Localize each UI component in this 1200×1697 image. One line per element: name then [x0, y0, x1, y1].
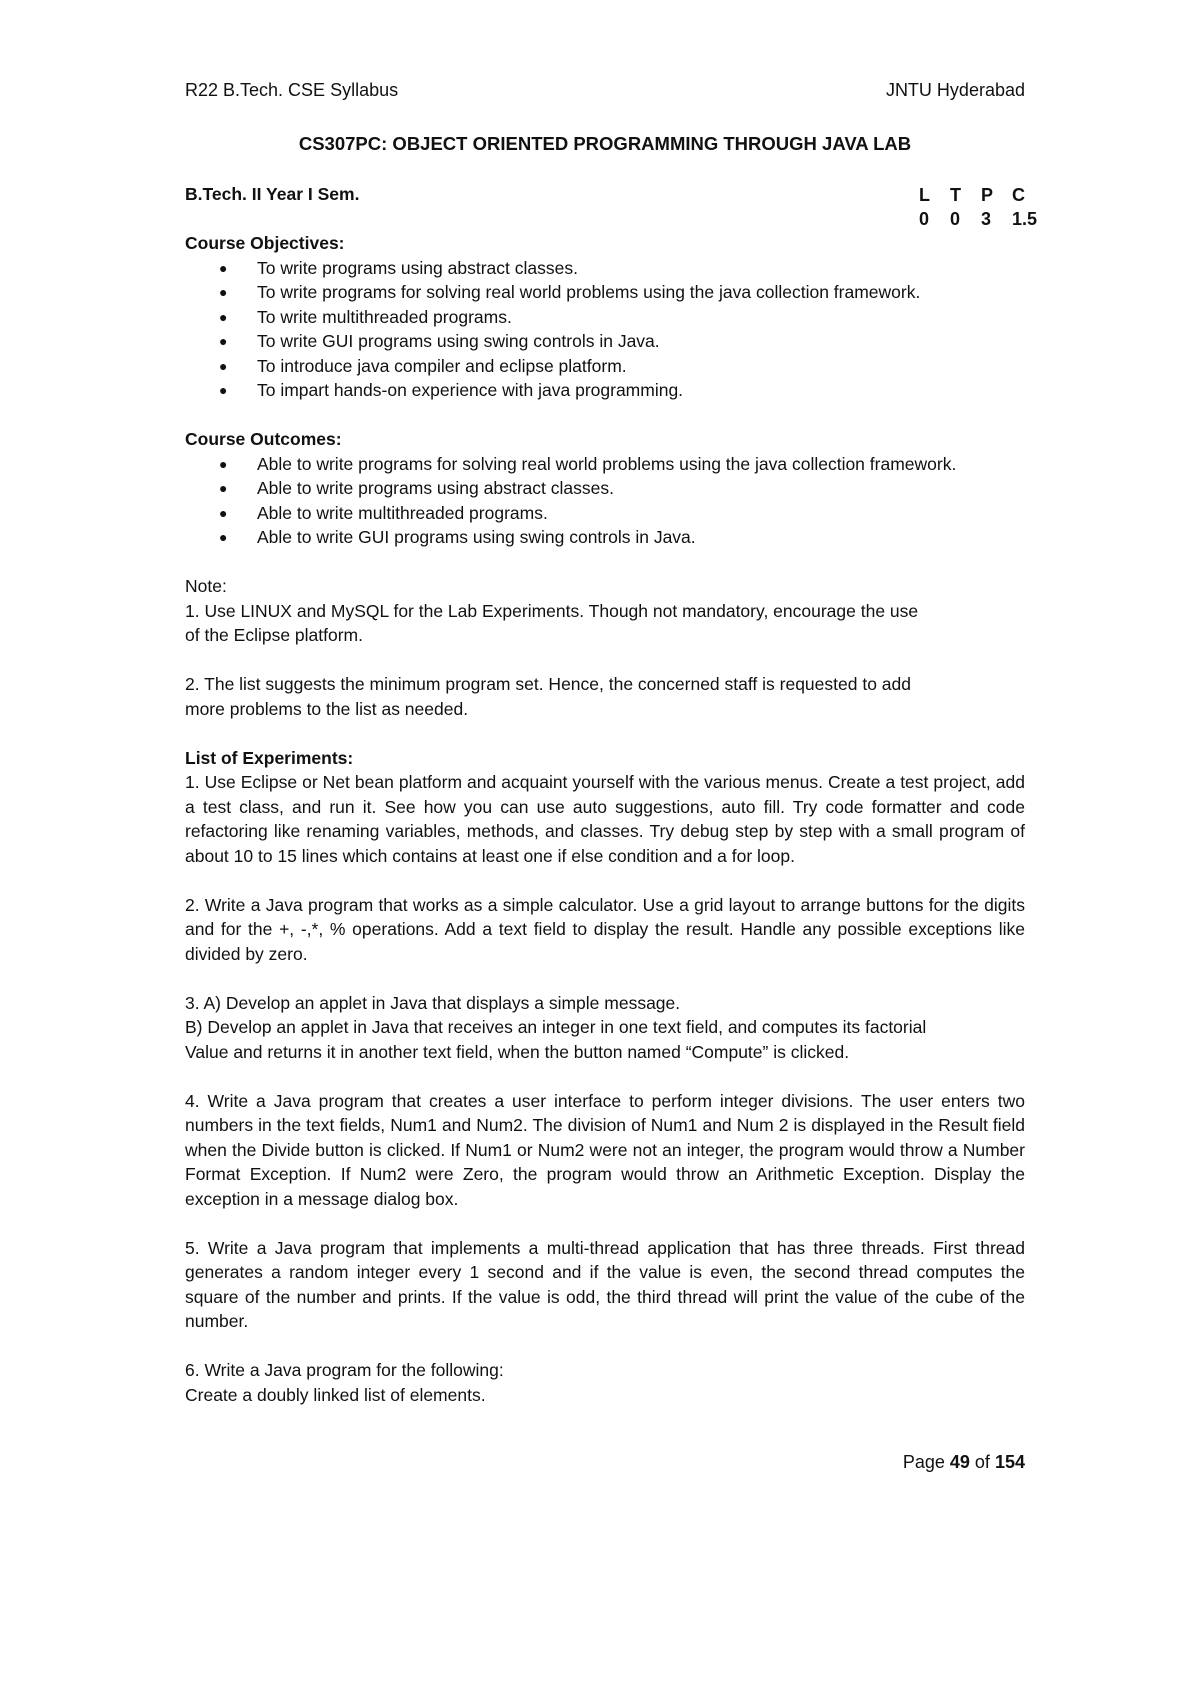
list-item: ● To impart hands-on experience with java programming. — [185, 378, 1025, 403]
header-right: JNTU Hyderabad — [885, 80, 1025, 100]
header-left: R22 B.Tech. CSE Syllabus — [185, 80, 399, 100]
experiment-3b-line-2: Value and returns it in another text field, when the button named “Compute” is clicked. — [185, 1041, 850, 1062]
note-item-1-line-1: 1. Use LINUX and MySQL for the Lab Experiments. Though not mandatory, encourage the use — [185, 600, 919, 621]
ltpc-label-p: P — [981, 184, 994, 205]
page-number — [903, 1452, 1025, 1473]
document-body — [185, 182, 1025, 1407]
list-item: ● To write programs for solving real world problems using the java collection framework. — [185, 280, 1025, 305]
list-item: ● To write multithreaded programs. — [185, 305, 1025, 330]
bullet-icon: ● — [219, 382, 228, 398]
experiment-5: 5. Write a Java program that implements a multi-thread application that has three threads. First thread generates a random integer every 1 second and if the value is even, the second thread computes the square of the number and prints. If the value is odd, the third thread will print the value of the cube of the number. — [185, 1237, 1025, 1331]
list-item: ● Able to write multithreaded programs. — [185, 501, 1025, 526]
course-title: CS307PC: OBJECT ORIENTED PROGRAMMING THROUGH JAVA LAB — [298, 133, 912, 154]
ltpc-value-l: 0 — [919, 208, 930, 229]
bullet-icon: ● — [219, 333, 228, 349]
page-prefix: Page — [902, 1452, 945, 1472]
bullet-icon: ● — [219, 308, 228, 325]
list-item: ● Able to write GUI programs using swing controls in Java. — [185, 525, 1025, 550]
experiment-6-line-1: 6. Write a Java program for the following: — [185, 1360, 504, 1380]
experiments-heading: List of Experiments: — [185, 747, 354, 768]
list-item: ● To introduce java compiler and eclipse platform. — [185, 354, 1025, 379]
experiment-4: 4. Write a Java program that creates a user interface to perform integer divisions. The user enters two numbers in the text fields, Num1 and Num2. The division of Num1 and Num 2 is displayed in the Result field when the Divide button is clicked. If Num1 or Num2 were not an integer, the program would throw a Number Format Exception. If Num2 were Zero, the program would throw an Arithmetic Exception. Display the exception in a message dialog box. — [185, 1090, 1025, 1209]
semester-label: B.Tech. II Year I Sem. — [185, 184, 360, 204]
note-heading: Note: — [185, 576, 227, 596]
list-item: ● Able to write programs using abstract classes. — [185, 476, 1025, 501]
experiment-2: 2. Write a Java program that works as a simple calculator. Use a grid layout to arrange buttons for the digits and for the +, -,*, % operations. Add a text field to display the result. Handle any possible exceptions like divided by zero. — [185, 894, 1025, 964]
document-page — [185, 0, 1038, 1697]
ltpc-value-c: 1.5 — [1012, 208, 1038, 229]
bullet-icon: ● — [219, 284, 228, 300]
list-item: ● To write programs using abstract classes. — [185, 256, 1025, 281]
note-item-1-line-2: of the Eclipse platform. — [185, 625, 363, 645]
ltpc-value-p: 3 — [981, 208, 992, 229]
bullet-icon: ● — [219, 529, 228, 545]
page-of: of — [974, 1452, 990, 1472]
experiment-3b-line-1: B) Develop an applet in Java that receives an integer in one text field, and computes its factorial — [185, 1017, 927, 1037]
ltpc-label-l: L — [919, 184, 930, 205]
page-current: 49 — [949, 1452, 970, 1472]
objectives-list — [185, 256, 1025, 403]
bullet-icon: ● — [219, 455, 228, 472]
ltpc-value-t: 0 — [950, 208, 961, 229]
objectives-heading: Course Objectives: — [185, 233, 345, 253]
bullet-icon: ● — [219, 259, 228, 276]
ltpc-label-c: C — [1012, 184, 1025, 205]
ltpc-label-t: T — [950, 184, 961, 205]
experiment-6-line-2: Create a doubly linked list of elements. — [185, 1384, 486, 1405]
bullet-icon: ● — [219, 480, 228, 496]
outcomes-list — [185, 452, 1025, 550]
bullet-icon: ● — [219, 357, 228, 374]
outcomes-heading: Course Outcomes: — [185, 429, 342, 449]
note-item-2-line-2: more problems to the list as needed. — [185, 698, 469, 719]
page-total: 154 — [994, 1452, 1025, 1472]
bullet-icon: ● — [219, 504, 228, 521]
experiment-1: 1. Use Eclipse or Net bean platform and acquaint yourself with the various menus. Create a test project, add a test class, and run it. See how you can use auto suggestions, auto fill. Try code formatter and code refactoring like renaming variables, methods, and classes. Try debug step by step with a small program of about 10 to 15 lines which contains at least one if else condition and a for loop. — [185, 772, 1025, 866]
list-item: ● To write GUI programs using swing controls in Java. — [185, 329, 1025, 354]
note-item-2-line-1: 2. The list suggests the minimum program set. Hence, the concerned staff is requested to add — [185, 674, 911, 694]
list-item: ● Able to write programs for solving real world problems using the java collection framework. — [185, 452, 1025, 477]
experiment-3a: 3. A) Develop an applet in Java that displays a simple message. — [185, 992, 681, 1013]
